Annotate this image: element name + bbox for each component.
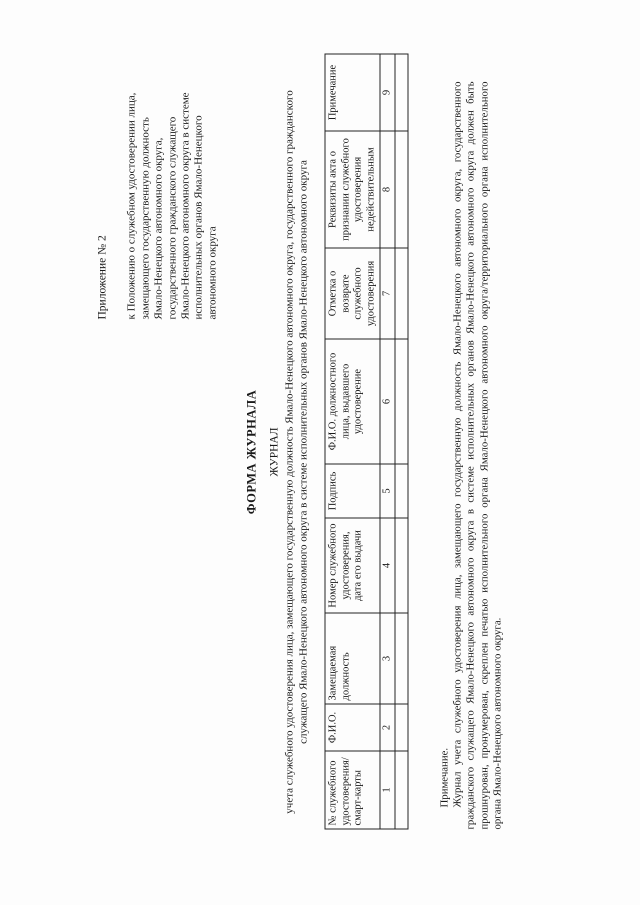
- journal-title: ЖУРНАЛ: [268, 427, 281, 477]
- column-number: 1: [380, 751, 395, 829]
- header-remark: Примечание: [325, 54, 380, 131]
- table-cell: [395, 518, 408, 613]
- table-cell: [395, 704, 408, 751]
- table-cell: [395, 613, 408, 704]
- appendix-number: Приложение № 2: [96, 235, 109, 320]
- header-issuer-name: Ф.И.О. должностного лица, выдавшего удостоверение: [325, 339, 380, 464]
- header-certificate-number: № служебного удостоверения/ смарт-карты: [325, 751, 380, 829]
- header-position: Замещаемая должность: [325, 613, 380, 704]
- column-number: 8: [380, 131, 395, 248]
- table-cell: [395, 339, 408, 464]
- appendix-block: [97, 85, 220, 320]
- table-row: [395, 54, 408, 829]
- table-cell: [395, 131, 408, 248]
- journal-table: [325, 54, 409, 830]
- table-header-row: [325, 54, 380, 829]
- column-number: 9: [380, 54, 395, 131]
- note-block: [439, 82, 505, 830]
- table-cell: [395, 248, 408, 339]
- document-page: [1, 0, 640, 905]
- table-row: [380, 54, 395, 829]
- note-text: Журнал учета служебного удостоверения лица, замещающего государственную должность Ямало-Ненецкого автономного округа, государственного гражданского служащего Ямало-Ненецкого автономного округа в системе исполнительных органов Ямало-Ненецкого автономного округа должен быть прошнурован, пронумерован, скреплен печатью исполнительного органа Ямало-Ненецкого автономного округа/территориального органа исполнительного органа Ямало-Ненецкого автономного округа.: [451, 81, 504, 830]
- form-title: ФОРМА ЖУРНАЛА: [244, 389, 259, 515]
- table-cell: [395, 54, 408, 131]
- column-number: 4: [380, 518, 395, 613]
- header-signature: Подпись: [325, 464, 380, 518]
- column-number: 6: [380, 339, 395, 464]
- column-number: 2: [380, 704, 395, 751]
- header-issue-number-date: Номер служебного удостоверения, дата его выдачи: [325, 518, 380, 613]
- header-invalidation-act: Реквизиты акта о признании служебного удостоверения недействительным: [325, 131, 380, 248]
- table-cell: [395, 464, 408, 518]
- header-return-mark: Отметка о возврате служебного удостоверения: [325, 248, 380, 339]
- journal-subtitle: учета служебного удостоверения лица, замещающего государственную должность Ямало-Ненецкого автономного округа, государственного гражданского служащего Ямало-Ненецкого автономного округа в системе исполнительных органов Ямало-Ненецкого автономного округа: [283, 90, 309, 814]
- note-heading: Примечание.: [438, 747, 451, 808]
- column-number: 7: [380, 248, 395, 339]
- table-cell: [395, 751, 408, 829]
- column-number: 3: [380, 613, 395, 704]
- appendix-reference: к Положению о служебном удостоверении лица, замещающего государственную должность Ямало-Ненецкого автономного округа, государственного гражданского служащего Ямало-Ненецкого автономного округа в системе исполнительных органов Ямало-Ненецкого автономного округа: [125, 92, 219, 320]
- column-number: 5: [380, 464, 395, 518]
- header-full-name: Ф.И.О.: [325, 704, 380, 751]
